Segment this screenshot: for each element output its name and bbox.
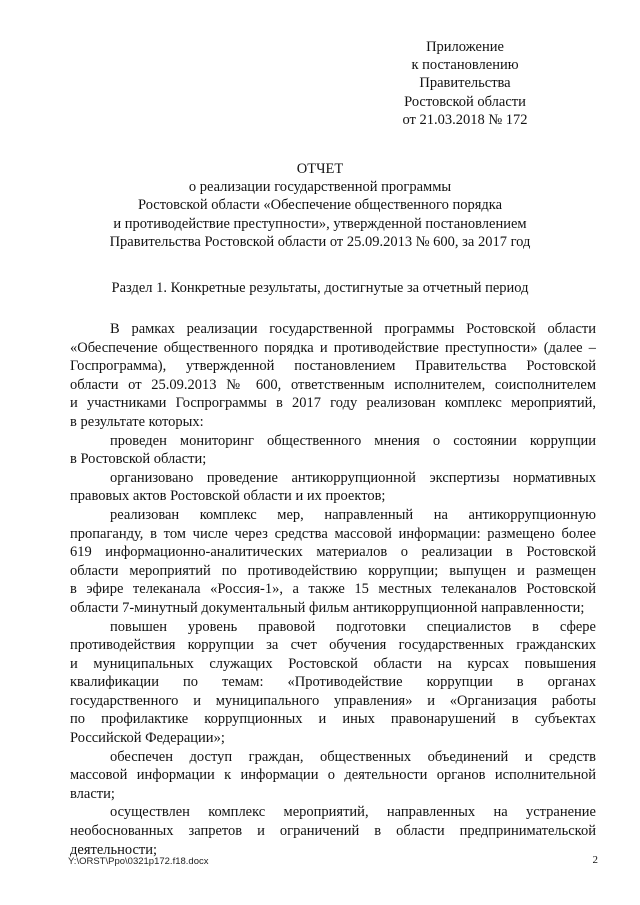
report-body bbox=[70, 320, 596, 859]
paragraph-line: власти; bbox=[70, 785, 115, 802]
appendix-line: от 21.03.2018 № 172 bbox=[402, 111, 528, 128]
appendix-note bbox=[365, 38, 565, 129]
paragraph-line: необоснованных запретов и ограничений в области предпринимательской bbox=[70, 823, 596, 840]
paragraph-line: области мероприятий по противодействию коррупции; выпущен и размещен bbox=[70, 562, 596, 579]
appendix-line: Правительства bbox=[419, 75, 511, 92]
paragraph bbox=[70, 748, 596, 804]
footer-file-path: Y:\ORST\Ppo\0321p172.f18.docx bbox=[68, 856, 209, 867]
paragraph-line: «Обеспечение общественного порядка и противодействие преступности» (далее – bbox=[70, 339, 596, 356]
paragraph-line: обеспечен доступ граждан, общественных объединений и средств bbox=[110, 748, 596, 765]
report-subtitle-line: Правительства Ростовской области от 25.09.2013 № 600, за 2017 год bbox=[109, 233, 531, 250]
paragraph bbox=[70, 803, 596, 859]
paragraph bbox=[70, 469, 596, 506]
paragraph-line: и участниками Госпрограммы в 2017 году реализован комплекс мероприятий, bbox=[70, 395, 596, 412]
report-subtitle-line: и противодействие преступности», утвержденной постановлением bbox=[113, 215, 527, 232]
report-subtitle-line: Ростовской области «Обеспечение общественного порядка bbox=[137, 197, 503, 214]
paragraph-line: реализован комплекс мер, направленный на антикоррупционную bbox=[110, 506, 596, 523]
paragraph-line: в эфире телеканала «Россия-1», а также 15 местных телеканалов Ростовской bbox=[70, 581, 596, 598]
paragraph-line: квалификации по темам: «Противодействие коррупции в органах bbox=[70, 674, 596, 691]
paragraph-line: пропаганду, в том числе через средства массовой информации: размещено более bbox=[70, 525, 596, 542]
paragraph-line: государственного и муниципального управления» и «Организация работы bbox=[70, 692, 596, 709]
paragraph-line: 619 информационно-аналитических материалов о реализации в Ростовской bbox=[70, 544, 596, 561]
paragraph-line: В рамках реализации государственной программы Ростовской области bbox=[110, 321, 596, 337]
paragraph-line: и муниципальных служащих Ростовской области на курсах повышения bbox=[70, 655, 596, 672]
paragraph-line: осуществлен комплекс мероприятий, направленных на устранение bbox=[110, 804, 596, 821]
paragraph-line: области 7-минутный документальный фильм антикоррупционной направленности; bbox=[70, 599, 585, 616]
paragraph-line: Госпрограмма), утвержденной постановлением Правительства Ростовской bbox=[70, 358, 596, 375]
appendix-line: Приложение bbox=[426, 39, 504, 55]
paragraph bbox=[70, 432, 596, 469]
paragraph-line: проведен мониторинг общественного мнения о состоянии коррупции bbox=[110, 432, 596, 449]
paragraph-line: противодействия коррупции за счет обучения государственных гражданских bbox=[70, 637, 596, 654]
paragraph-line: в результате которых: bbox=[70, 413, 204, 430]
paragraph-line: области от 25.09.2013 № 600, ответственным исполнителем, соисполнителем bbox=[70, 376, 596, 393]
paragraph-line: в Ростовской области; bbox=[70, 451, 207, 468]
paragraph-line: повышен уровень правовой подготовки специалистов в сфере bbox=[110, 618, 596, 635]
section-heading: Раздел 1. Конкретные результаты, достигнутые за отчетный период bbox=[111, 280, 529, 296]
paragraph bbox=[70, 320, 596, 432]
paragraph-line: правовых актов Ростовской области и их проектов; bbox=[70, 488, 386, 505]
report-title bbox=[60, 160, 580, 251]
paragraph-line: организовано проведение антикоррупционной экспертизы нормативных bbox=[110, 469, 596, 486]
paragraph-line: по профилактике коррупционных и иных правонарушений в субъектах bbox=[70, 711, 596, 728]
appendix-line: к постановлению bbox=[411, 57, 519, 74]
report-subtitle-line: о реализации государственной программы bbox=[188, 179, 452, 196]
page-number: 2 bbox=[592, 854, 598, 866]
appendix-line: Ростовской области bbox=[404, 93, 526, 110]
paragraph-line: Российской Федерации»; bbox=[70, 730, 225, 747]
paragraph bbox=[70, 618, 596, 748]
paragraph-line: массовой информации к информации о деятельности органов исполнительной bbox=[70, 767, 596, 784]
paragraph-line: деятельности; bbox=[70, 841, 158, 858]
paragraph bbox=[70, 506, 596, 618]
report-heading: ОТЧЕТ bbox=[296, 161, 344, 177]
